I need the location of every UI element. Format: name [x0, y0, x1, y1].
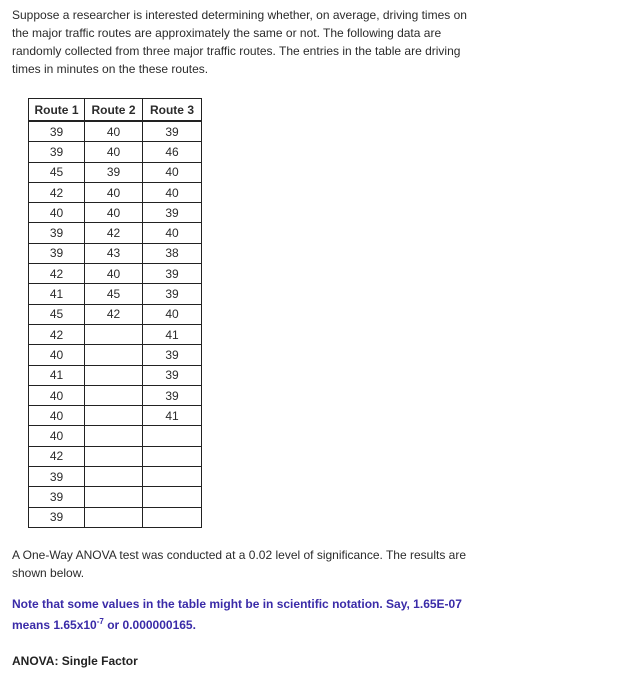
- table-cell-route-1: 42: [29, 264, 85, 284]
- anova-section-title: ANOVA: Single Factor: [12, 653, 138, 668]
- table-cell-route-2: 42: [85, 223, 143, 243]
- table-cell-route-3: 39: [143, 385, 202, 405]
- anova-description: A One-Way ANOVA test was conducted at a 0.02 level of significance. The results are shown below.: [12, 547, 467, 580]
- table-cell-route-3: 41: [143, 406, 202, 426]
- table-row: [29, 365, 202, 385]
- table-cell-route-1: 39: [29, 507, 85, 527]
- table-cell-route-3: 39: [143, 365, 202, 385]
- table-row: [29, 426, 202, 446]
- table-row: [29, 487, 202, 507]
- note-text-part2: or 0.000000165.: [103, 617, 196, 632]
- table-cell-route-2: 39: [85, 162, 143, 182]
- note-exponent: -7: [96, 616, 104, 626]
- table-cell-route-2: [85, 345, 143, 365]
- table-cell-route-2: [85, 426, 143, 446]
- table-cell-route-1: 39: [29, 243, 85, 263]
- table-cell-route-2: 42: [85, 304, 143, 324]
- table-cell-route-3: [143, 467, 202, 487]
- table-cell-route-3: 41: [143, 324, 202, 344]
- table-row: [29, 142, 202, 162]
- table-cell-route-2: [85, 385, 143, 405]
- table-cell-route-3: [143, 446, 202, 466]
- table-cell-route-3: 40: [143, 182, 202, 202]
- table-cell-route-1: 42: [29, 182, 85, 202]
- table-cell-route-1: 40: [29, 345, 85, 365]
- table-cell-route-3: [143, 507, 202, 527]
- table-cell-route-3: 40: [143, 162, 202, 182]
- table-cell-route-3: [143, 426, 202, 446]
- table-row: [29, 304, 202, 324]
- table-row: [29, 467, 202, 487]
- table-cell-route-2: 43: [85, 243, 143, 263]
- table-cell-route-1: 45: [29, 304, 85, 324]
- table-header-row: [29, 99, 202, 122]
- table-cell-route-2: [85, 446, 143, 466]
- table-row: [29, 385, 202, 405]
- table-cell-route-1: 40: [29, 203, 85, 223]
- table-cell-route-1: 40: [29, 385, 85, 405]
- table-cell-route-2: [85, 507, 143, 527]
- table-cell-route-1: 42: [29, 324, 85, 344]
- table-cell-route-1: 40: [29, 406, 85, 426]
- table-cell-route-2: [85, 467, 143, 487]
- table-row: [29, 243, 202, 263]
- table-row: [29, 264, 202, 284]
- table-body: [29, 121, 202, 527]
- table-cell-route-2: 40: [85, 182, 143, 202]
- table-cell-route-3: 40: [143, 304, 202, 324]
- table-cell-route-1: 42: [29, 446, 85, 466]
- table-cell-route-3: 39: [143, 203, 202, 223]
- table-cell-route-3: 39: [143, 345, 202, 365]
- table-row: [29, 121, 202, 142]
- table-cell-route-3: [143, 487, 202, 507]
- table-cell-route-3: 46: [143, 142, 202, 162]
- driving-times-table: [28, 98, 202, 528]
- table-row: [29, 284, 202, 304]
- table-cell-route-1: 39: [29, 142, 85, 162]
- table-cell-route-3: 38: [143, 243, 202, 263]
- table-row: [29, 446, 202, 466]
- table-row: [29, 406, 202, 426]
- table-cell-route-3: 40: [143, 223, 202, 243]
- header-route-3: Route 3: [143, 99, 202, 122]
- table-row: [29, 345, 202, 365]
- scientific-notation-note: [12, 594, 482, 636]
- intro-paragraph: Suppose a researcher is interested determining whether, on average, driving times on the major traffic routes are approximately the same or not. The following data are randomly collected from three major traffic routes. The entries in the table are driving times in minutes on the these routes.: [12, 8, 467, 76]
- table-cell-route-1: 39: [29, 121, 85, 142]
- table-cell-route-2: [85, 324, 143, 344]
- note-text-part1: Note that some values in the table might be in scientific notation. Say, 1.65E-07 means 1.65x10: [12, 596, 462, 632]
- table-cell-route-1: 40: [29, 426, 85, 446]
- table-cell-route-1: 39: [29, 487, 85, 507]
- table-cell-route-2: 45: [85, 284, 143, 304]
- table-row: [29, 162, 202, 182]
- table-cell-route-2: 40: [85, 121, 143, 142]
- table-cell-route-2: 40: [85, 142, 143, 162]
- table-row: [29, 223, 202, 243]
- table-row: [29, 324, 202, 344]
- table-cell-route-1: 45: [29, 162, 85, 182]
- table-row: [29, 182, 202, 202]
- header-route-1: Route 1: [29, 99, 85, 122]
- table-cell-route-3: 39: [143, 284, 202, 304]
- table-cell-route-2: [85, 487, 143, 507]
- table-cell-route-1: 39: [29, 223, 85, 243]
- header-route-2: Route 2: [85, 99, 143, 122]
- table-cell-route-2: 40: [85, 203, 143, 223]
- table-cell-route-3: 39: [143, 264, 202, 284]
- table-cell-route-2: [85, 406, 143, 426]
- table-cell-route-2: [85, 365, 143, 385]
- table-cell-route-1: 39: [29, 467, 85, 487]
- table-cell-route-1: 41: [29, 284, 85, 304]
- table-cell-route-2: 40: [85, 264, 143, 284]
- table-row: [29, 507, 202, 527]
- table-row: [29, 203, 202, 223]
- table-cell-route-3: 39: [143, 121, 202, 142]
- table-cell-route-1: 41: [29, 365, 85, 385]
